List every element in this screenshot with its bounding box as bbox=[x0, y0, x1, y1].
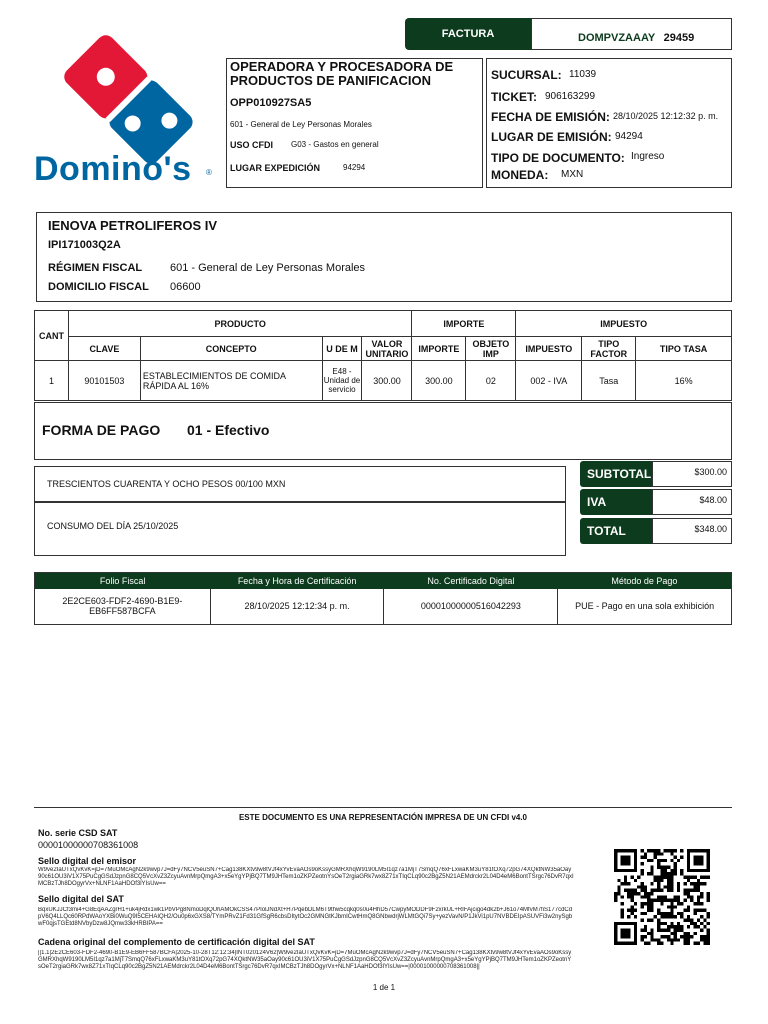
sucursal-value: 11039 bbox=[569, 69, 597, 80]
certificado-digital: 00001000000516042293 bbox=[384, 589, 558, 625]
header-cant: CANT bbox=[35, 311, 69, 361]
header-metodo-pago: Método de Pago bbox=[611, 575, 678, 586]
forma-pago-label: FORMA DE PAGO bbox=[42, 422, 161, 438]
cell-clave: 90101503 bbox=[68, 361, 140, 401]
forma-pago-value: 01 - Efectivo bbox=[187, 422, 270, 438]
header-certificado-digital: No. Certificado Digital bbox=[427, 575, 515, 586]
header-tipo-factor: TIPO FACTOR bbox=[582, 337, 636, 361]
invoice-folio: 29459 bbox=[663, 32, 695, 44]
sucursal-label: SUCURSAL: bbox=[491, 68, 562, 82]
cfdi-legend: ESTE DOCUMENTO ES UNA REPRESENTACIÓN IMPRESA DE UN CFDI v4.0 bbox=[238, 813, 528, 822]
logo-wordmark: Domino's bbox=[34, 150, 192, 188]
sello-sat-label: Sello digital del SAT bbox=[38, 894, 124, 904]
invoice-label: FACTURA bbox=[405, 18, 531, 50]
amount-words-box bbox=[34, 466, 566, 502]
cfdi-table bbox=[34, 572, 732, 625]
issuer-regime: 601 - General de Ley Personas Morales bbox=[230, 120, 372, 129]
uso-cfdi-value: G03 - Gastos en general bbox=[291, 140, 379, 149]
cadena-original-label: Cadena original del complemento de certificación digital del SAT bbox=[38, 937, 315, 947]
header-clave: CLAVE bbox=[68, 337, 140, 361]
cell-concepto: ESTABLECIMIENTOS DE COMIDA RÁPIDA AL 16% bbox=[140, 361, 322, 401]
fecha-emision-value: 28/10/2025 12:12:32 p. m. bbox=[613, 111, 719, 121]
tipo-documento-value: Ingreso bbox=[631, 151, 665, 162]
metodo-pago: PUE - Pago en una sola exhibición bbox=[575, 601, 715, 612]
note-box bbox=[34, 502, 566, 556]
receiver-rfc: IPI171003Q2A bbox=[48, 239, 121, 251]
header-importe: IMPORTE bbox=[412, 337, 466, 361]
cadena-original-value: ||1.1|2E2CE603-FDF2-4690-B1E9-EB6FF587BCFA|2025-10-28T12:12:34|INT020124V62|W9ve2IaUTxQvKvK=jD=7MuOMcAgN2k9wvp7J=dFy7NCV5euSN7+Cag138KXtv9w8tVJf4xYvEvaAOs9oKssyGMRXhqW9190LM5I1qz7a1MjT7SmqQ76xFLxwaKM3uY81tOXq72pG74XQktNW35aOay90c61OU3iV1X75PuCgGSdJzpnG8CQ5VcXvZ3ZcyuAvnMrpQmgA3+x5eYgYPjBQ7TM9JHTem1oZKPZeotnYsOeT2rgiaGRk7wx8Z71xTIqCLq90c2BgZ5N21AEMdrckr2L04D4eM6BontTSrgc76DvR7qxIMCBzTJh8DOgyrVx+NLNF1AaHDOf3lYIsUw==|00001000000708361008|| bbox=[38, 950, 572, 970]
lugar-emision-label: LUGAR DE EMISIÓN: bbox=[491, 130, 612, 144]
header-producto: PRODUCTO bbox=[68, 311, 411, 337]
footer-divider bbox=[34, 807, 732, 808]
amount-words: TRESCIENTOS CUARENTA Y OCHO PESOS 00/100 MXN bbox=[47, 479, 286, 489]
header-fecha-certificacion: Fecha y Hora de Certificación bbox=[237, 575, 357, 586]
issuer-rfc: OPP010927SA5 bbox=[230, 97, 312, 109]
cell-valor: 300.00 bbox=[362, 361, 412, 401]
header-valor-unitario: VALOR UNITARIO bbox=[362, 337, 412, 361]
iva-value: $48.00 bbox=[652, 489, 732, 515]
receiver-name: IENOVA PETROLIFEROS IV bbox=[48, 218, 218, 233]
fecha-emision-label: FECHA DE EMISIÓN: bbox=[491, 110, 610, 124]
moneda-value: MXN bbox=[561, 169, 584, 180]
subtotal-value: $300.00 bbox=[652, 461, 732, 487]
header-impuesto-group: IMPUESTO bbox=[516, 311, 732, 337]
header-concepto: CONCEPTO bbox=[140, 337, 322, 361]
table-row bbox=[35, 361, 732, 401]
ticket-label: TICKET: bbox=[491, 90, 537, 104]
total-value: $348.00 bbox=[652, 518, 732, 544]
header-folio-fiscal: Folio Fiscal bbox=[99, 575, 146, 586]
products-table bbox=[34, 310, 732, 401]
registered-mark: ® bbox=[206, 168, 212, 177]
fecha-certificacion: 28/10/2025 12:12:34 p. m. bbox=[210, 589, 384, 625]
csd-label: No. serie CSD SAT bbox=[38, 828, 118, 838]
uso-cfdi-label: USO CFDI bbox=[230, 140, 274, 150]
consumo-note: CONSUMO DEL DÍA 25/10/2025 bbox=[47, 521, 179, 531]
iva-label: IVA bbox=[580, 489, 652, 515]
invoice-serie: DOMPVZAAAY bbox=[578, 32, 656, 44]
issuer-box bbox=[226, 58, 483, 188]
qr-code-icon bbox=[614, 849, 710, 945]
company-logo bbox=[34, 26, 220, 192]
invoice-number-box bbox=[531, 18, 732, 50]
cell-cant: 1 bbox=[35, 361, 69, 401]
cell-tipo-factor: Tasa bbox=[582, 361, 636, 401]
page-number: 1 de 1 bbox=[372, 983, 396, 992]
cell-importe: 300.00 bbox=[412, 361, 466, 401]
folio-fiscal: 2E2CE603-FDF2-4690-B1E9-EB6FF587BCFA bbox=[35, 589, 211, 625]
total-label: TOTAL bbox=[580, 518, 652, 544]
cell-tipo-tasa: 16% bbox=[636, 361, 732, 401]
issuer-name: OPERADORA Y PROCESADORA DE PRODUCTOS DE PANIFICACION bbox=[230, 59, 454, 88]
ticket-value: 906163299 bbox=[545, 91, 596, 102]
header-udem: U DE M bbox=[322, 337, 362, 361]
sello-sat-value: BqxUKJJCf3mi4+G8EqAAZgrH1+uk4jRdx1wk1PbVPg8NmoDqlQUhAMOkCSS47PIolJNdXt+H7PqebDLM6T9thw5cqkq0s0u4HhD57CwpyMODDF9F2xrkUL+RIFAjcigo4dk2b+J61o74MfvM7fiS177cdCdpV6Q4LLQc60RPdWAoYXBi0WuQ9I5CEHAIQH2/Ou0p6xGXS8/TYmPRvZ1Fd31GfSgR6cbsDItytOc2GMNGtKJbmICwtHmQ8GNbwdrjWLMtGQi7Sy+yezVavN/P1JkVi1pU7NVBDEIpASUVFi3w2nySgbwF0qjsTGEtd8NVbyDzw8JQmw33kHRBIPA== bbox=[38, 907, 573, 927]
lugar-expedicion-value: 94294 bbox=[343, 163, 366, 172]
subtotal-label: SUBTOTAL bbox=[580, 461, 652, 487]
payment-box bbox=[34, 402, 732, 460]
header-objeto-imp: OBJETO IMP bbox=[466, 337, 516, 361]
trademark-mark: TM bbox=[158, 138, 169, 145]
moneda-label: MONEDA: bbox=[491, 168, 549, 182]
domicilio-fiscal-value: 06600 bbox=[170, 281, 201, 293]
receiver-box bbox=[36, 212, 732, 302]
info-box bbox=[486, 58, 732, 188]
header-importe-group: IMPORTE bbox=[412, 311, 516, 337]
header-impuesto: IMPUESTO bbox=[516, 337, 582, 361]
domicilio-fiscal-label: DOMICILIO FISCAL bbox=[48, 281, 149, 293]
cell-impuesto: 002 - IVA bbox=[516, 361, 582, 401]
sello-emisor-label: Sello digital del emisor bbox=[38, 856, 137, 866]
sello-emisor-value: W9ve2IaUTxQvKvK=jD=7MuOMcAgN2k9wvp7J=dFy7NCV5euSN7+Cag138KXtv9w8tVJf4xYvEvaAOs9oKssyGMRXhqW9190LM5I1qz7a1MjT7SmqQ76xFLxwaKM3uY81tOXq72pG74XQktNW35aOay90c61OU3iV1X75PuCgGSdJzpnG8CQ5VcXvZ3ZcyuAvnMrpQmgA3+x5eYgYPjBQ7TM9JHTem1oZKPZeotnYsOeT2rgiaGRk7wx8Z71xTIqCLq90c2BgZ5N21AEMdrckr2L04D4eM6BontTSrgc76DvR7qxIMCBzTJh8DOgyrVx+NLNF1AaHDOf3lYIsUw== bbox=[38, 867, 574, 887]
header-tipo-tasa: TIPO TASA bbox=[636, 337, 732, 361]
regimen-fiscal-value: 601 - General de Ley Personas Morales bbox=[170, 262, 366, 274]
regimen-fiscal-label: RÉGIMEN FISCAL bbox=[48, 262, 143, 274]
lugar-emision-value: 94294 bbox=[615, 131, 643, 142]
csd-value: 00001000000708361008 bbox=[38, 840, 139, 850]
cell-udem: E48 - Unidad de servicio bbox=[322, 361, 362, 401]
lugar-expedicion-label: LUGAR EXPEDICIÓN bbox=[230, 163, 321, 173]
cell-objeto: 02 bbox=[466, 361, 516, 401]
tipo-documento-label: TIPO DE DOCUMENTO: bbox=[491, 151, 625, 165]
